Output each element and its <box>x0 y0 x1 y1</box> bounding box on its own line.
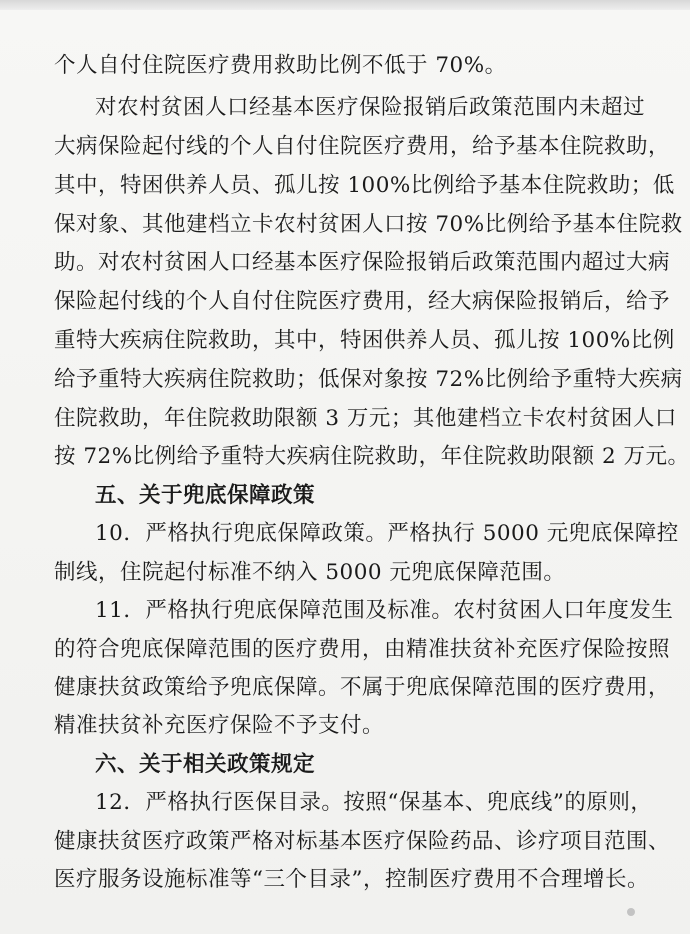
text-line-11: 按 72%比例给予重特大疾病住院救助，年住院救助限额 2 万元。 <box>54 444 690 469</box>
text-line-12: 10．严格执行兜底保障政策。严格执行 5000 元兜底保障控 <box>95 521 679 546</box>
text-line-18: 12．严格执行医保目录。按照“保基本、兜底线”的原则， <box>95 790 653 815</box>
text-line-13: 制线，住院起付标准不纳入 5000 元兜底保障范围。 <box>54 560 566 585</box>
text-line-3: 大病保险起付线的个人自付住院医疗费用，给予基本住院救助， <box>54 134 671 159</box>
text-line-2: 对农村贫困人口经基本医疗保险报销后政策范围内未超过 <box>95 95 646 120</box>
text-line-1: 个人自付住院医疗费用救助比例不低于 70%。 <box>54 53 507 78</box>
text-line-16: 健康扶贫政策给予兜底保障。不属于兜底保障范围的医疗费用， <box>54 675 671 700</box>
section-heading-6: 六、关于相关政策规定 <box>95 752 316 777</box>
text-line-10: 住院救助，年住院救助限额 3 万元；其他建档立卡农村贫困人口 <box>54 406 677 431</box>
section-heading-5: 五、关于兜底保障政策 <box>95 483 316 508</box>
page-mark <box>627 908 635 916</box>
text-line-7: 保险起付线的个人自付住院医疗费用，经大病保险报销后，给予 <box>54 289 671 314</box>
text-line-19: 健康扶贫医疗政策严格对标基本医疗保险药品、诊疗项目范围、 <box>54 829 671 854</box>
text-line-8: 重特大疾病住院救助，其中，特困供养人员、孤儿按 100%比例 <box>54 328 675 353</box>
text-line-15: 的符合兜底保障范围的医疗费用，由精准扶贫补充医疗保险按照 <box>54 637 671 662</box>
text-line-20: 医疗服务设施标准等“三个目录”，控制医疗费用不合理增长。 <box>54 867 649 892</box>
text-line-6: 助。对农村贫困人口经基本医疗保险报销后政策范围内超过大病 <box>54 250 671 275</box>
text-line-14: 11．严格执行兜底保障范围及标准。农村贫困人口年度发生 <box>95 598 674 623</box>
text-line-9: 给予重特大疾病住院救助；低保对象按 72%比例给予重特大疾病 <box>54 367 683 392</box>
text-line-4: 其中，特困供养人员、孤儿按 100%比例给予基本住院救助；低 <box>54 173 675 198</box>
text-line-5: 保对象、其他建档立卡农村贫困人口按 70%比例给予基本住院救 <box>54 212 683 237</box>
text-line-17: 精准扶贫补充医疗保险不予支付。 <box>54 713 385 738</box>
top-edge-shadow <box>0 0 690 10</box>
